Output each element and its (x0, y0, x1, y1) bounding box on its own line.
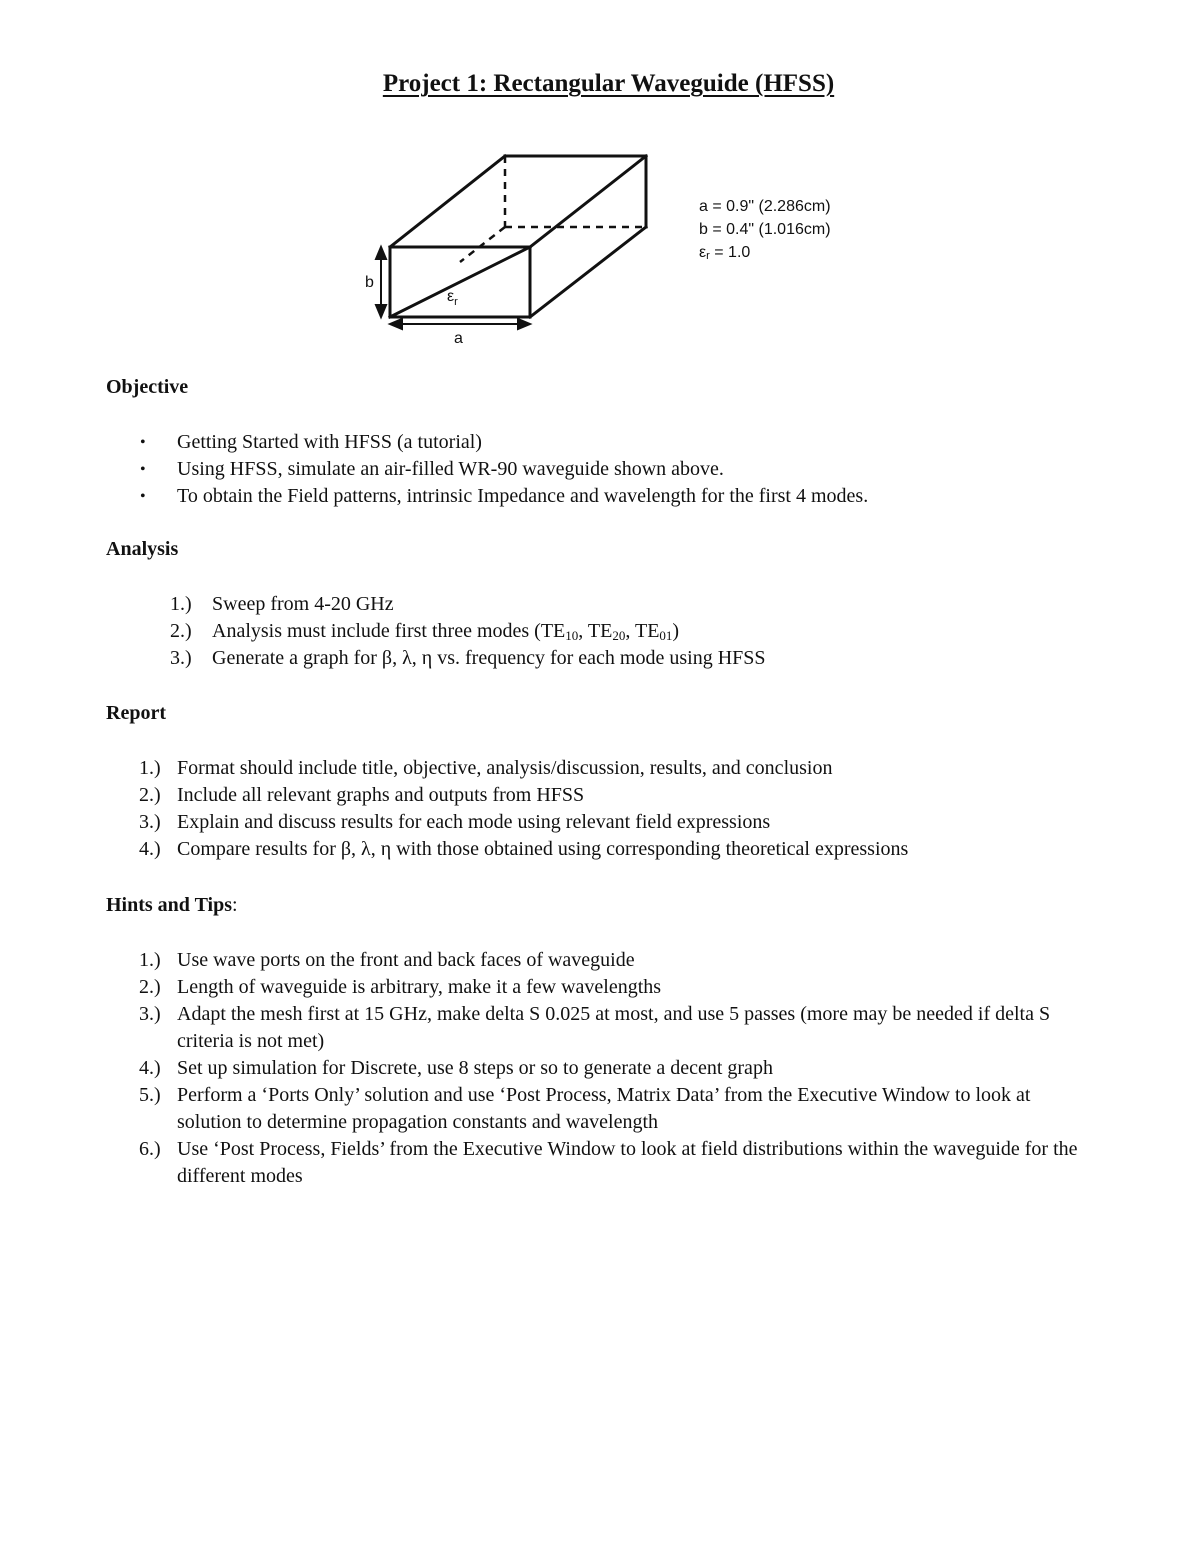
list-item: 2.) Include all relevant graphs and outputs from HFSS (139, 784, 585, 806)
label-a: a (454, 330, 463, 347)
hidden-depth-edge (460, 227, 505, 262)
list-item: 4.) Set up simulation for Discrete, use 8 steps or so to generate a decent graph (139, 1057, 773, 1079)
list-item: 1.) Format should include title, objective, analysis/discussion, results, and conclusion (139, 757, 833, 779)
list-item: 2.) Length of waveguide is arbitrary, make it a few wavelengths (139, 976, 662, 998)
depth-edge-top-left (390, 156, 505, 247)
dimension-a-arrow (390, 319, 530, 329)
list-item: 6.) Use ‘Post Process, Fields’ from the Executive Window to look at field distributions within the waveguide for the different modes (139, 1138, 1078, 1187)
report-list (139, 755, 1139, 863)
spec-er: $\varepsilon_r = 1.0$ (699, 244, 751, 262)
list-item: 4.) Compare results for β, λ, η with those obtained using corresponding theoretical expressions (139, 838, 909, 860)
page-title: Project 1: Rectangular Waveguide (HFSS) (382, 70, 835, 97)
depth-edge-top-right (530, 156, 646, 247)
spec-b: b = 0.4" (1.016cm) (699, 221, 831, 238)
list-item: 1.) Sweep from 4-20 GHz (170, 593, 394, 615)
label-b: b (365, 274, 374, 291)
bullet-icon: • (140, 461, 146, 478)
hints-heading: Hints and Tips: (106, 894, 238, 916)
dimension-b-arrow (376, 247, 386, 317)
list-item: 3.) Explain and discuss results for each mode using relevant field expressions (139, 811, 771, 833)
report-heading: Report (106, 702, 166, 724)
epsilon-label: $\varepsilon_r$ (447, 288, 458, 308)
objective-list (140, 429, 1140, 510)
list-item: • To obtain the Field patterns, intrinsic Impedance and wavelength for the first 4 modes. (140, 483, 1140, 510)
list-item: 5.) Perform a ‘Ports Only’ solution and use ‘Post Process, Matrix Data’ from the Executive Window to look at solution to determine propagation constants and wavelength (139, 1084, 1031, 1133)
bullet-icon: • (140, 434, 146, 451)
spec-a: a = 0.9" (2.286cm) (699, 198, 831, 215)
analysis-heading: Analysis (106, 538, 179, 560)
list-item: 2.) Analysis must include first three modes ($TE_{10}$, $TE_{20}$, $TE_{01}$) (170, 620, 680, 643)
analysis-list (170, 591, 1070, 672)
bullet-icon: • (140, 488, 146, 505)
front-diagonal (390, 247, 530, 317)
list-item: • Getting Started with HFSS (a tutorial) (140, 429, 1140, 456)
waveguide-specs (699, 195, 831, 264)
list-item: • Using HFSS, simulate an air-filled WR-90 waveguide shown above. (140, 456, 1140, 483)
list-item: 3.) Adapt the mesh first at 15 GHz, make delta S 0.025 at most, and use 5 passes (more may be needed if delta S criteria is not met) (139, 1003, 1051, 1052)
list-item: 1.) Use wave ports on the front and back faces of waveguide (139, 949, 635, 971)
depth-edge-bottom-right (530, 227, 646, 317)
list-item: 3.) Generate a graph for β, λ, η vs. frequency for each mode using HFSS (170, 647, 766, 669)
objective-heading: Objective (106, 376, 189, 398)
hints-list (139, 947, 1099, 1190)
